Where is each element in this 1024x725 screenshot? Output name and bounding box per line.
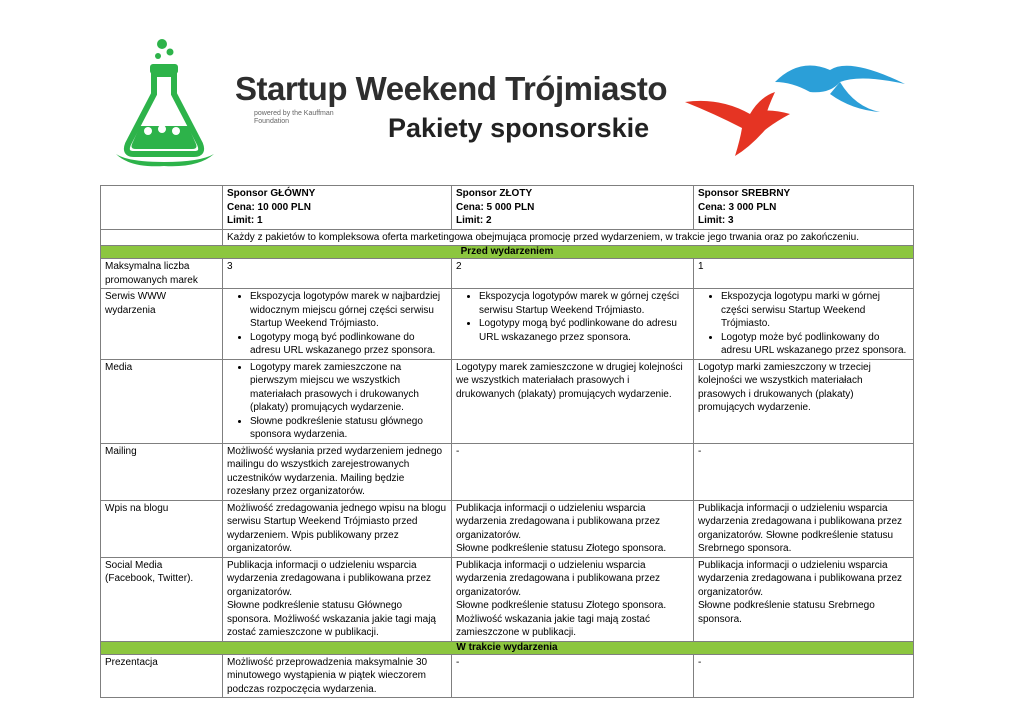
- list-item: • Ekspozycja logotypów marek w najbardziej widocznym miejscu górnej części serwisu Startup Weekend Trójmiasto.: [250, 290, 447, 331]
- row-label-max-brands: Maksymalna liczba promowanych marek: [101, 259, 223, 289]
- list-item: • Logotypy mogą być podlinkowane do adresu URL wskazanego przez sponsora.: [479, 317, 689, 344]
- intro-row: [101, 229, 914, 246]
- flask-logo-icon: [110, 36, 220, 170]
- list-item: • Logotypy marek zamieszczone na pierwszym miejscu we wszystkich materiałach prasowych i drukowanych (plakaty) promujących wydarzenie.: [250, 361, 447, 415]
- row-label-presentation: Prezentacja: [101, 654, 223, 698]
- row-label-website: Serwis WWW wydarzenia: [101, 289, 223, 360]
- page-subtitle: Pakiety sponsorskie: [388, 113, 650, 143]
- page-header: [0, 0, 1024, 180]
- row-label-blog: Wpis na blogu: [101, 500, 223, 557]
- table-row: Wpis na blogu Możliwość zredagowania jednego wpisu na blogu serwisu Startup Weekend Trójmiasto przed wydarzeniem. Wpis publikowany przez organizatorów. Publikacja informacji o udzieleniu wsparcia wydarzenia zredagowana i publikowana przez organizatorów. Słowne podkreślenie statusu Złotego sponsora. Publikacja informacji o udzieleniu wsparcia wydarzenia zredagowana i publikowana przez organizatorów. Słowne podkreślenie statusu Srebrnego sponsora.: [101, 500, 914, 557]
- list-item: • Logotyp może być podlinkowany do adresu URL wskazanego przez sponsora.: [721, 331, 909, 358]
- header-silver-sponsor: Sponsor SREBRNY Cena: 3 000 PLN Limit: 3: [694, 186, 914, 230]
- table-header-row: [101, 186, 914, 230]
- table-row: Prezentacja Możliwość przeprowadzenia maksymalnie 30 minutowego wystąpienia w piątek wieczorem podczas rozpoczęcia wydarzenia. - -: [101, 654, 914, 698]
- section-row: [101, 641, 914, 654]
- section-row: [101, 246, 914, 259]
- empty-corner-cell: [101, 186, 223, 230]
- table-row: Social Media (Facebook, Twitter). Publikacja informacji o udzieleniu wsparcia wydarzenia zredagowana i publikowana przez organizatorów. Słowne podkreślenie statusu Głównego sponsora. Możliwość wskazania jakie tagi mają zostać zamieszczone w publikacji. Publikacja informacji o udzieleniu wsparcia wydarzenia zredagowana i publikowana przez organizatorów. Słowne podkreślenie statusu Złotego sponsora. Możliwość wskazania jakie tagi mają zostać zamieszczone w publikacji. Publikacja informacji o udzieleniu wsparcia wydarzenia zredagowana i publikowana przez organizatorów. Słowne podkreślenie statusu Srebrnego sponsora.: [101, 557, 914, 641]
- row-label-social: Social Media (Facebook, Twitter).: [101, 557, 223, 641]
- header-gold-sponsor: Sponsor ZŁOTY Cena: 5 000 PLN Limit: 2: [452, 186, 694, 230]
- list-item: • Logotypy mogą być podlinkowane do adresu URL wskazanego przez sponsora.: [250, 331, 447, 358]
- birds-logo-icon: [680, 52, 910, 157]
- table-row: Media • Logotypy marek zamieszczone na pierwszym miejscu we wszystkich materiałach prasowych i drukowanych (plakaty) promujących wydarzenie. • Słowne podkreślenie statusu głównego sponsora wydarzenia. Logotypy marek zamieszczone w drugiej kolejności we wszystkich materiałach prasowych i drukowanych (plakaty) promujących wydarzenie. Logotyp marki zamieszczony w trzeciej kolejności we wszystkich materiałach prasowych i drukowanych (plakaty) promujących wydarzenie.: [101, 359, 914, 443]
- section-during-event: W trakcie wydarzenia: [101, 641, 914, 654]
- row-label-media: Media: [101, 359, 223, 443]
- sponsor-packages-table: [100, 185, 914, 698]
- row-label-mailing: Mailing: [101, 443, 223, 500]
- table-row: Mailing Możliwość wysłania przed wydarzeniem jednego mailingu do wszystkich zarejestrowanych uczestników wydarzenia. Mailing będzie rozesłany przez organizatorów. - -: [101, 443, 914, 500]
- section-before-event: Przed wydarzeniem: [101, 246, 914, 259]
- list-item: • Ekspozycja logotypu marki w górnej części serwisu Startup Weekend Trójmiasto.: [721, 290, 909, 331]
- table-row: Maksymalna liczba promowanych marek 3 2 1: [101, 259, 914, 289]
- list-item: • Słowne podkreślenie statusu głównego sponsora wydarzenia.: [250, 415, 447, 442]
- list-item: • Ekspozycja logotypów marek w górnej części serwisu Startup Weekend Trójmiasto.: [479, 290, 689, 317]
- powered-by-text: powered by the Kauffman Foundation: [254, 110, 334, 125]
- intro-text: Każdy z pakietów to kompleksowa oferta marketingowa obejmująca promocję przed wydarzeniem, w trakcie jego trwania oraz po zakończeniu.: [223, 229, 914, 246]
- header-main-sponsor: Sponsor GŁÓWNY Cena: 10 000 PLN Limit: 1: [223, 186, 452, 230]
- table-row: [101, 289, 914, 360]
- page-title: Startup Weekend Trójmiasto: [235, 70, 667, 107]
